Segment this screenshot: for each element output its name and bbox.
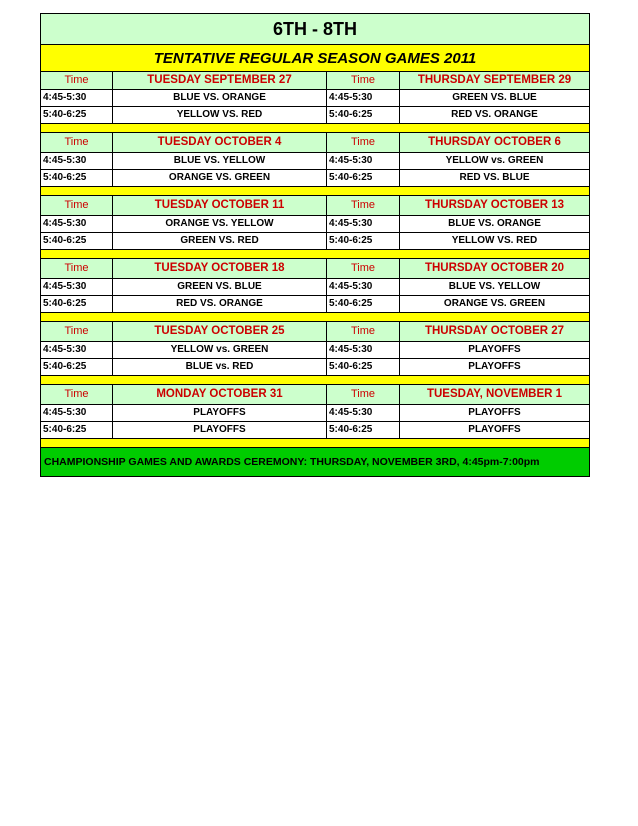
- time-column-label: Time: [327, 259, 400, 278]
- game-matchup: GREEN VS. BLUE: [113, 279, 327, 295]
- game-row: [41, 296, 589, 313]
- game-row: [41, 342, 589, 359]
- time-column-label: Time: [41, 322, 113, 341]
- page-subtitle: TENTATIVE REGULAR SEASON GAMES 2011: [41, 45, 589, 72]
- game-matchup: YELLOW VS. RED: [451, 235, 538, 246]
- game-matchup: PLAYOFFS: [468, 407, 521, 418]
- week-divider: [41, 313, 589, 322]
- game-matchup: BLUE VS. ORANGE: [448, 218, 541, 229]
- weeks-container: [41, 72, 589, 448]
- time-column-label: Time: [327, 196, 400, 215]
- game-matchup: BLUE VS. ORANGE: [113, 90, 327, 106]
- game-time: 4:45-5:30: [327, 216, 400, 232]
- game-matchup: BLUE VS. YELLOW: [113, 153, 327, 169]
- week-header-row: [41, 259, 589, 279]
- week-divider: [41, 376, 589, 385]
- game-matchup: ORANGE VS. GREEN: [443, 298, 546, 309]
- game-matchup: GREEN VS. BLUE: [452, 92, 537, 103]
- day-heading: THURSDAY OCTOBER 27: [424, 325, 565, 337]
- time-column-label: Time: [41, 133, 113, 152]
- game-matchup: PLAYOFFS: [113, 422, 327, 438]
- day-heading: THURSDAY OCTOBER 13: [424, 199, 565, 211]
- game-row: [41, 153, 589, 170]
- game-time: 4:45-5:30: [327, 405, 400, 421]
- day-heading: TUESDAY, NOVEMBER 1: [426, 388, 563, 400]
- time-column-label: Time: [327, 385, 400, 404]
- game-time: 5:40-6:25: [327, 422, 400, 438]
- game-time: 5:40-6:25: [327, 296, 400, 312]
- game-row: [41, 422, 589, 439]
- game-matchup: RED VS. ORANGE: [113, 296, 327, 312]
- week-block: [41, 196, 589, 259]
- game-row: [41, 90, 589, 107]
- week-header-row: [41, 385, 589, 405]
- day-heading: TUESDAY OCTOBER 18: [113, 259, 327, 278]
- time-column-label: Time: [327, 322, 400, 341]
- schedule-sheet: [40, 13, 590, 477]
- day-heading: THURSDAY SEPTEMBER 29: [417, 74, 572, 86]
- game-time: 5:40-6:25: [41, 107, 113, 123]
- game-time: 4:45-5:30: [41, 342, 113, 358]
- week-divider: [41, 439, 589, 448]
- day-heading: TUESDAY OCTOBER 4: [113, 133, 327, 152]
- game-matchup: PLAYOFFS: [468, 361, 521, 372]
- week-block: [41, 259, 589, 322]
- game-time: 5:40-6:25: [327, 233, 400, 249]
- game-matchup: BLUE vs. RED: [113, 359, 327, 375]
- game-time: 4:45-5:30: [327, 90, 400, 106]
- game-time: 4:45-5:30: [327, 342, 400, 358]
- game-time: 5:40-6:25: [41, 233, 113, 249]
- game-matchup: ORANGE VS. GREEN: [113, 170, 327, 186]
- game-row: [41, 233, 589, 250]
- day-heading: MONDAY OCTOBER 31: [113, 385, 327, 404]
- game-row: [41, 216, 589, 233]
- game-matchup: PLAYOFFS: [113, 405, 327, 421]
- game-matchup: RED VS. ORANGE: [451, 109, 538, 120]
- game-time: 5:40-6:25: [41, 359, 113, 375]
- game-time: 5:40-6:25: [327, 359, 400, 375]
- day-heading: TUESDAY OCTOBER 25: [113, 322, 327, 341]
- game-time: 5:40-6:25: [41, 296, 113, 312]
- game-matchup: PLAYOFFS: [468, 424, 521, 435]
- game-row: [41, 170, 589, 187]
- week-block: [41, 133, 589, 196]
- time-column-label: Time: [41, 259, 113, 278]
- week-divider: [41, 124, 589, 133]
- day-heading: THURSDAY OCTOBER 6: [428, 136, 561, 148]
- game-time: 4:45-5:30: [327, 279, 400, 295]
- page-title: 6TH - 8TH: [41, 14, 589, 45]
- game-matchup: PLAYOFFS: [468, 344, 521, 355]
- championship-footer: CHAMPIONSHIP GAMES AND AWARDS CEREMONY: THURSDAY, NOVEMBER 3RD, 4:45pm-7:00pm: [41, 448, 589, 476]
- game-matchup: YELLOW vs. GREEN: [113, 342, 327, 358]
- day-heading: THURSDAY OCTOBER 20: [424, 262, 565, 274]
- game-matchup: ORANGE VS. YELLOW: [113, 216, 327, 232]
- time-column-label: Time: [41, 196, 113, 215]
- game-matchup: RED VS. BLUE: [459, 172, 530, 183]
- day-heading: TUESDAY OCTOBER 11: [113, 196, 327, 215]
- game-matchup: GREEN VS. RED: [113, 233, 327, 249]
- game-row: [41, 107, 589, 124]
- time-column-label: Time: [41, 385, 113, 404]
- week-block: [41, 322, 589, 385]
- week-header-row: [41, 72, 589, 90]
- time-column-label: Time: [41, 72, 113, 89]
- game-time: 5:40-6:25: [41, 170, 113, 186]
- game-time: 4:45-5:30: [41, 153, 113, 169]
- week-block: [41, 385, 589, 448]
- game-row: [41, 405, 589, 422]
- game-row: [41, 279, 589, 296]
- game-time: 4:45-5:30: [41, 405, 113, 421]
- game-time: 4:45-5:30: [41, 279, 113, 295]
- game-time: 4:45-5:30: [41, 216, 113, 232]
- game-row: [41, 359, 589, 376]
- game-matchup: YELLOW vs. GREEN: [445, 155, 544, 166]
- week-block: [41, 72, 589, 133]
- time-column-label: Time: [327, 72, 400, 89]
- game-matchup: YELLOW VS. RED: [113, 107, 327, 123]
- week-header-row: [41, 196, 589, 216]
- game-time: 5:40-6:25: [327, 170, 400, 186]
- week-divider: [41, 250, 589, 259]
- game-matchup: BLUE VS. YELLOW: [448, 281, 541, 292]
- week-divider: [41, 187, 589, 196]
- game-time: 5:40-6:25: [41, 422, 113, 438]
- week-header-row: [41, 133, 589, 153]
- game-time: 5:40-6:25: [327, 107, 400, 123]
- week-header-row: [41, 322, 589, 342]
- day-heading: TUESDAY SEPTEMBER 27: [113, 72, 327, 89]
- time-column-label: Time: [327, 133, 400, 152]
- game-time: 4:45-5:30: [327, 153, 400, 169]
- game-time: 4:45-5:30: [41, 90, 113, 106]
